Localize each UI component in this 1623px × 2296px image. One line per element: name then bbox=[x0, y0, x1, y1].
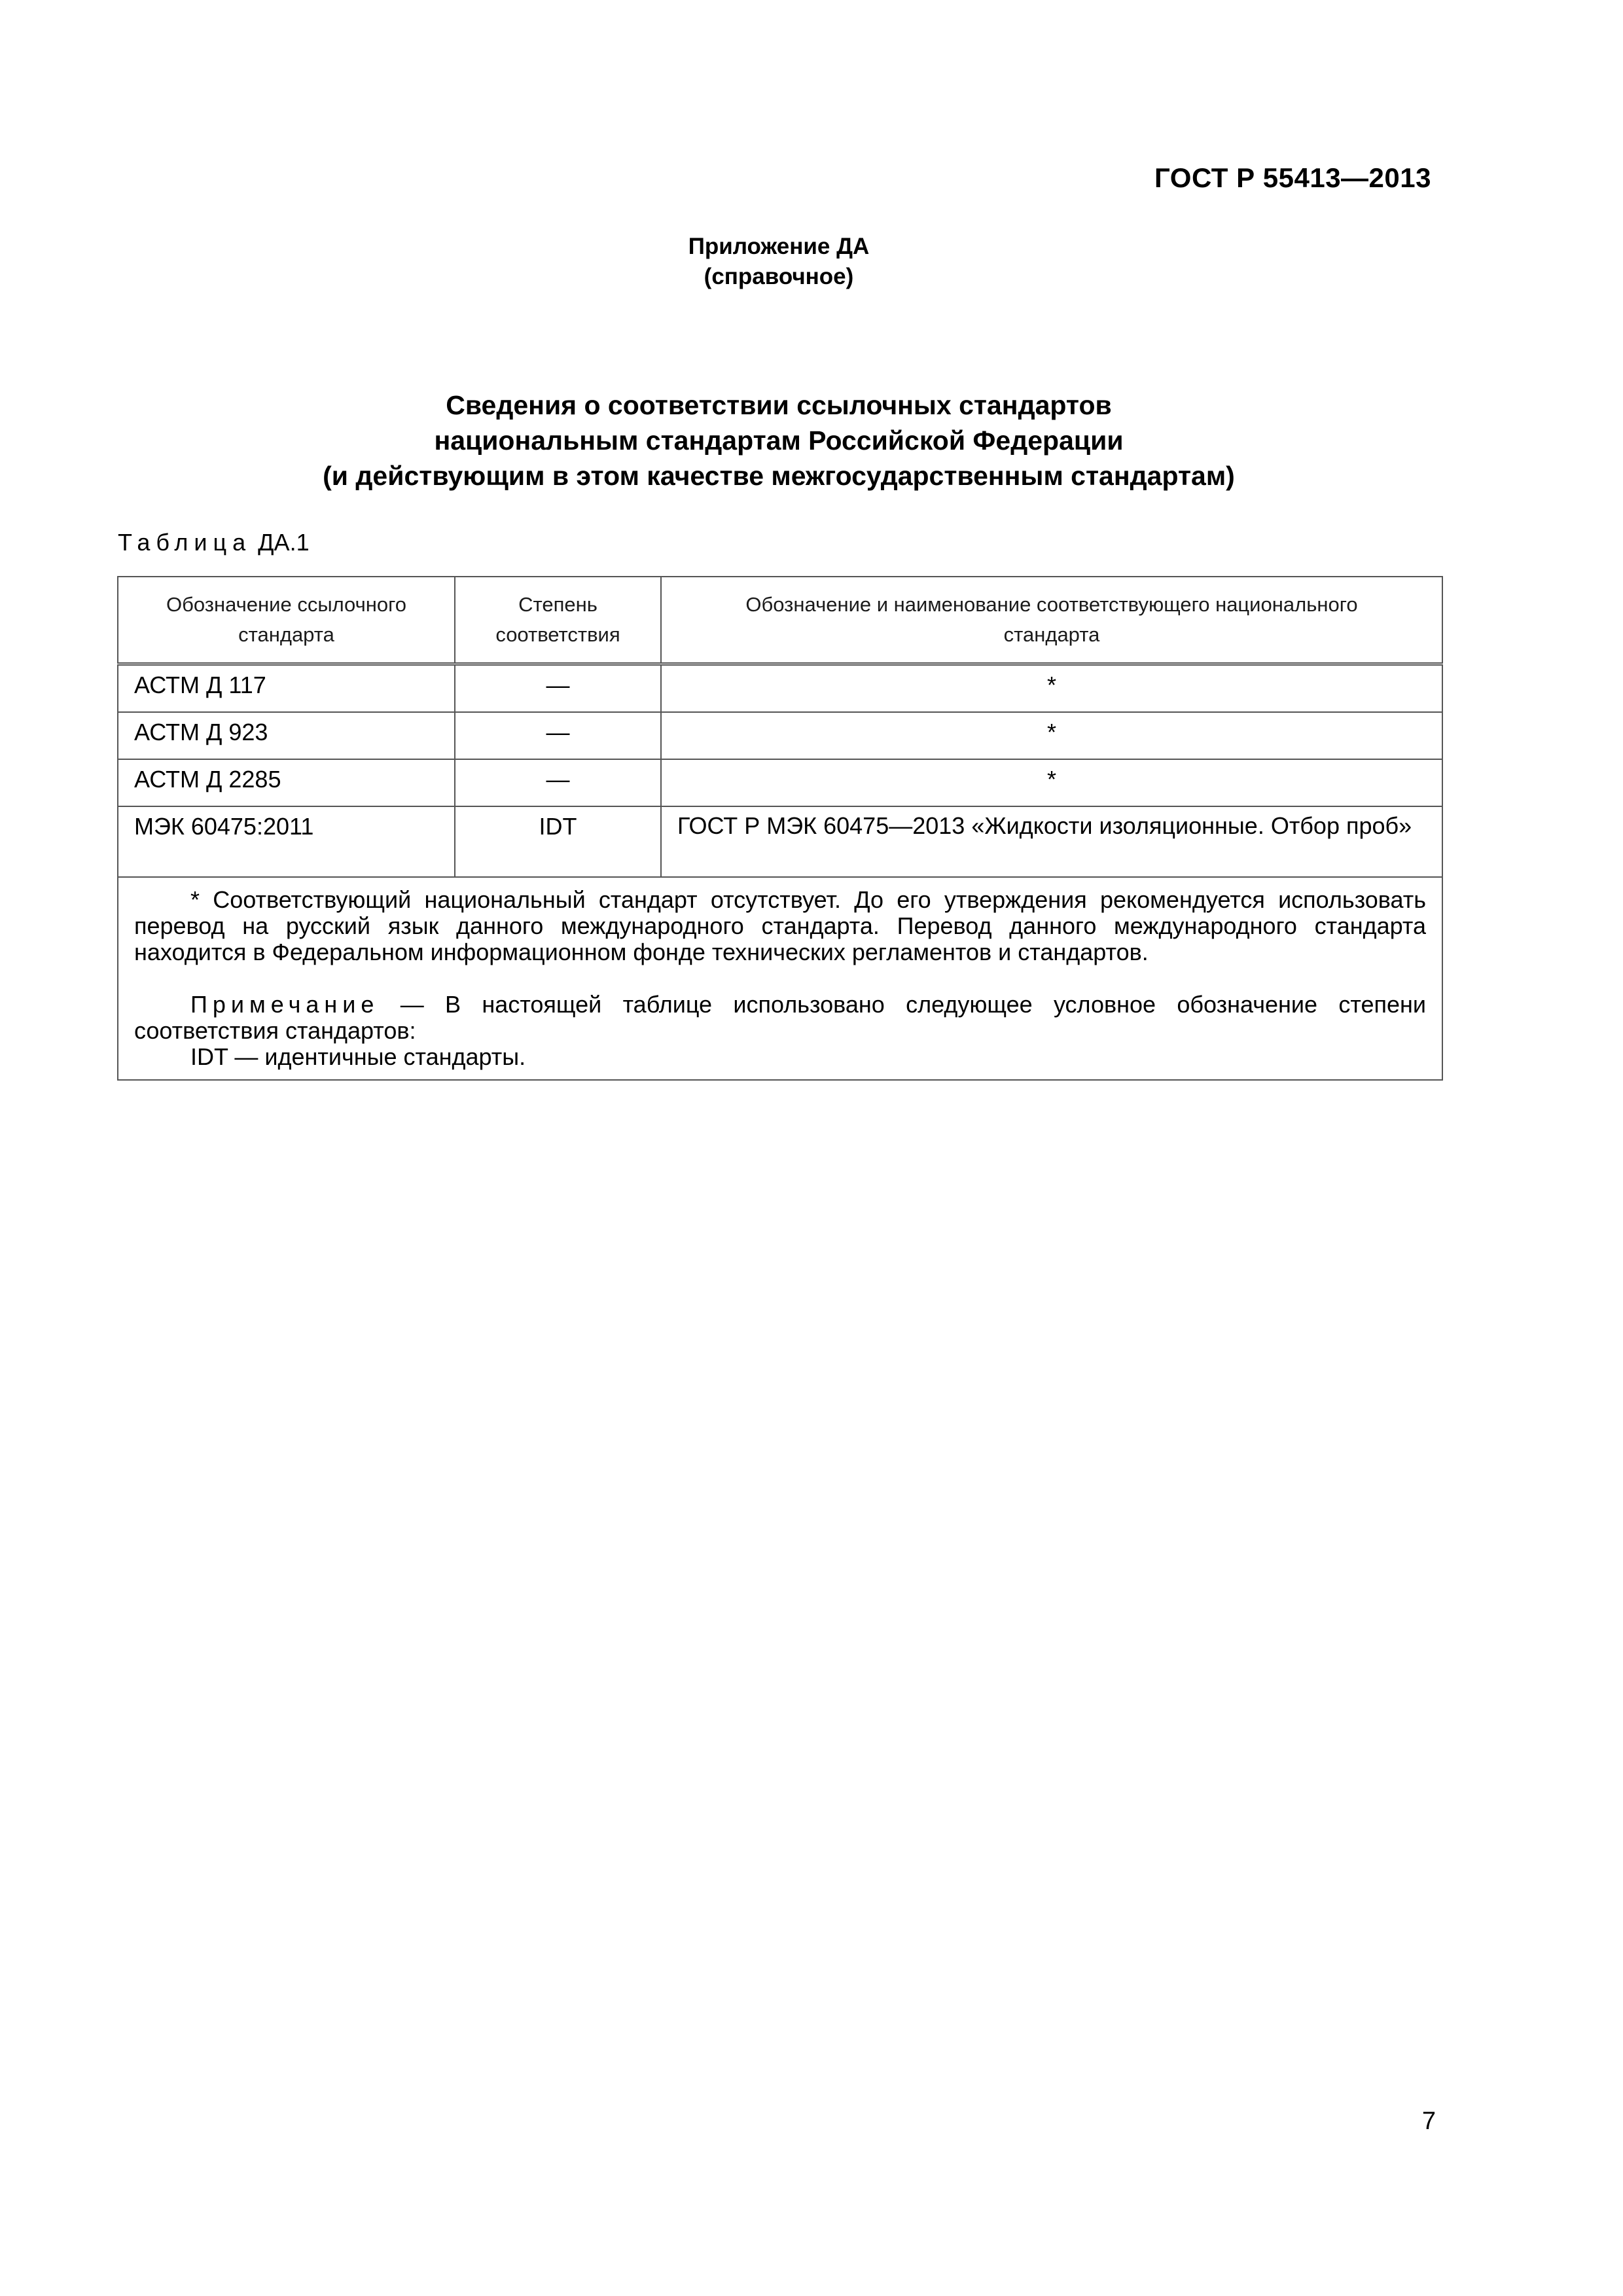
appendix-title: Приложение ДА bbox=[688, 234, 870, 259]
cell-degree: — bbox=[455, 712, 661, 759]
table-row bbox=[118, 712, 1442, 759]
cell-designation: АСТМ Д 117 bbox=[118, 664, 455, 713]
header-degree: Степень соответствия bbox=[455, 577, 661, 664]
cell-degree: — bbox=[455, 759, 661, 806]
cell-designation: АСТМ Д 923 bbox=[118, 712, 455, 759]
table-footer bbox=[118, 877, 1442, 1080]
footnote: * Соответствующий национальный стандарт отсутствует. До его утверждения рекомендуется использовать перевод на русский язык данного международного стандарта. Перевод данного международного стандарта находится в Федеральном информационном фонде технических регламентов и стандартов. bbox=[134, 886, 1426, 965]
table-row bbox=[118, 806, 1442, 877]
note-label: Примечание bbox=[190, 991, 380, 1018]
table-label bbox=[118, 529, 310, 556]
cell-national: * bbox=[661, 759, 1442, 806]
page-number: 7 bbox=[1421, 2108, 1436, 2135]
document-code: ГОСТ Р 55413—2013 bbox=[1154, 162, 1431, 193]
page-title bbox=[118, 387, 1440, 493]
title-line-3: (и действующим в этом качестве межгосударственным стандартам) bbox=[323, 461, 1235, 491]
header-national-standard: Обозначение и наименование соответствующего национального стандарта bbox=[661, 577, 1442, 664]
table-label-number: ДА.1 bbox=[258, 529, 310, 556]
cell-degree: IDT bbox=[455, 806, 661, 877]
table-header-row bbox=[118, 577, 1442, 664]
table-row bbox=[118, 759, 1442, 806]
title-line-2: национальным стандартам Российской Федерации bbox=[434, 425, 1124, 456]
appendix-kind: (справочное) bbox=[704, 264, 854, 289]
note bbox=[134, 992, 1426, 1044]
table-footer-row bbox=[118, 877, 1442, 1080]
cell-national: ГОСТ Р МЭК 60475—2013 «Жидкости изоляционные. Отбор проб» bbox=[661, 806, 1442, 877]
table-label-prefix: Таблица bbox=[118, 529, 252, 556]
note-text: — В настоящей таблице использовано следующее условное обозначение степени соответствия стандартов: bbox=[134, 991, 1426, 1044]
cell-degree: — bbox=[455, 664, 661, 713]
cell-national: * bbox=[661, 712, 1442, 759]
table-row bbox=[118, 664, 1442, 713]
cell-designation: МЭК 60475:2011 bbox=[118, 806, 455, 877]
cell-designation: АСТМ Д 2285 bbox=[118, 759, 455, 806]
reference-table bbox=[117, 576, 1443, 1081]
header-designation: Обозначение ссылочного стандарта bbox=[118, 577, 455, 664]
cell-national: * bbox=[661, 664, 1442, 713]
title-line-1: Сведения о соответствии ссылочных стандартов bbox=[446, 390, 1112, 420]
abbreviation-idt: IDT — идентичные стандарты. bbox=[190, 1043, 526, 1070]
